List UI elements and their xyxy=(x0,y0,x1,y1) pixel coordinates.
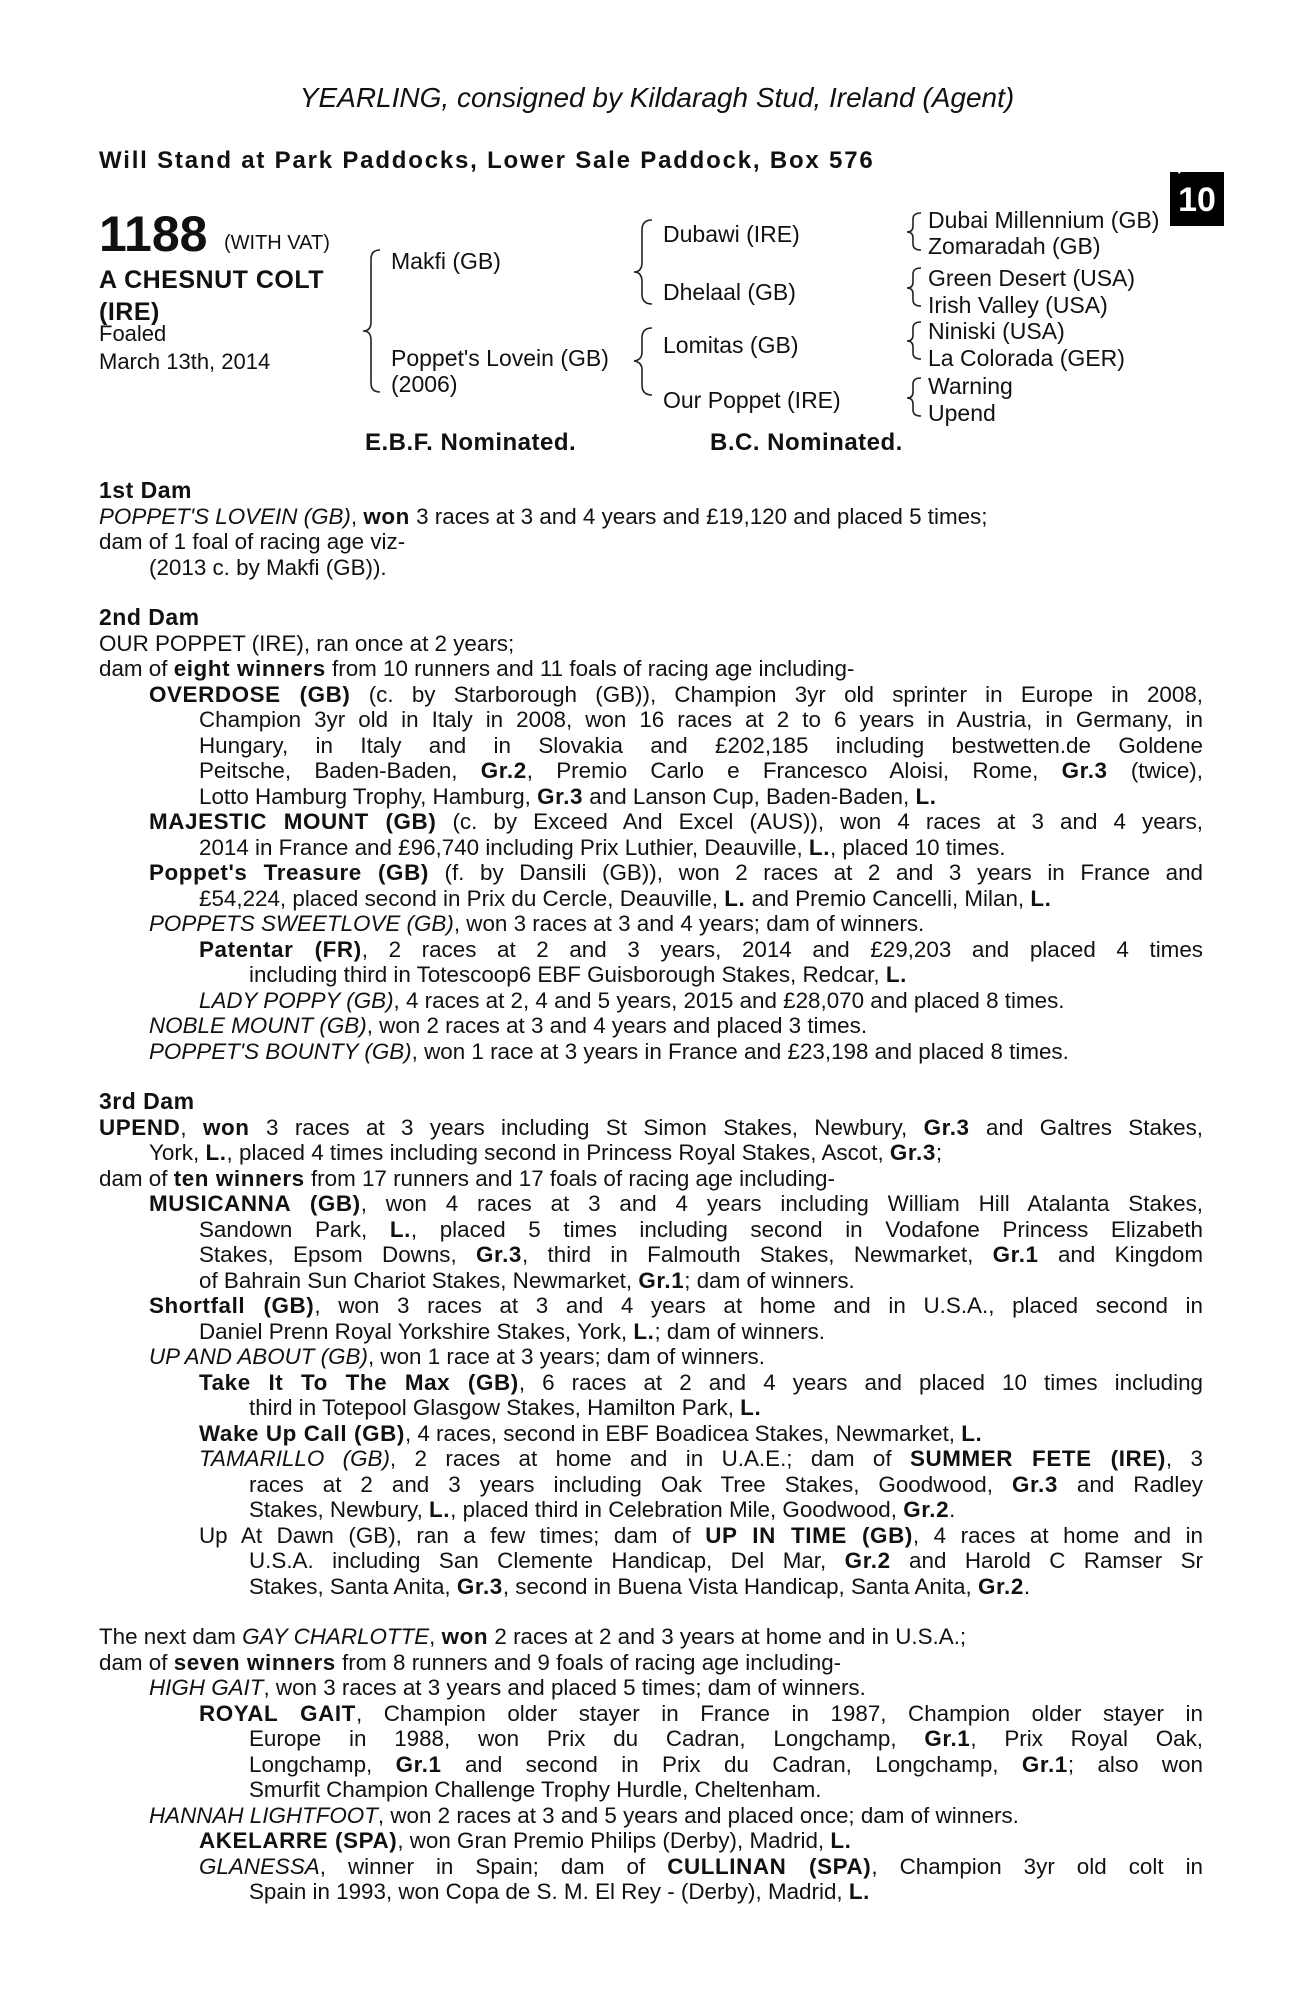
produce-poppets-bounty: POPPET'S BOUNTY (GB), won 1 race at 3 years in France and £23,198 and placed 8 times. xyxy=(149,1038,1069,1064)
produce-overdose: OVERDOSE (GB) (c. by Starborough (GB)), Champion 3yr old sprinter in Europe in 2008, xyxy=(149,681,1203,707)
produce-overdose: Hungary, in Italy and in Slovakia and £202,185 including bestwetten.de Goldene xyxy=(199,732,1203,758)
badge-plus: + xyxy=(1174,159,1185,179)
produce-up-and-about: UP AND ABOUT (GB), won 1 race at 3 years; dam of winners. xyxy=(149,1344,765,1369)
lot-description-line1: A CHESNUT COLT xyxy=(99,266,325,294)
pedigree-dam-dam: Our Poppet (IRE) xyxy=(663,387,841,413)
stand-location: Will Stand at Park Paddocks, Lower Sale Paddock, Box 576 xyxy=(99,147,875,174)
produce-glanessa: Spain in 1993, won Copa de S. M. El Rey - (Derby), Madrid, L. xyxy=(249,1879,870,1904)
third-dam-line: UPEND, won 3 races at 3 years including St Simon Stakes, Newbury, Gr.3 and Galtres Stakes, xyxy=(99,1114,1203,1140)
produce-wake-up-call: Wake Up Call (GB), 4 races, second in EBF Boadicea Stakes, Newmarket, L. xyxy=(199,1420,983,1446)
pedigree-sire-sire: Dubawi (IRE) xyxy=(663,221,800,247)
produce-musicanna: of Bahrain Sun Chariot Stakes, Newmarket, Gr.1; dam of winners. xyxy=(199,1267,855,1293)
produce-akelarre: AKELARRE (SPA), won Gran Premio Philips (Derby), Madrid, L. xyxy=(199,1828,852,1853)
produce-shortfall: Shortfall (GB), won 3 races at 3 and 4 years at home and in U.S.A., placed second in xyxy=(149,1293,1203,1318)
first-dam-line: (2013 c. by Makfi (GB)). xyxy=(149,554,387,580)
pedigree-sire: Makfi (GB) xyxy=(391,248,501,274)
produce-royal-gait: Europe in 1988, won Prix du Cadran, Longchamp, Gr.1, Prix Royal Oak, xyxy=(249,1726,1203,1751)
produce-hannah-lightfoot: HANNAH LIGHTFOOT, won 2 races at 3 and 5 years and placed once; dam of winners. xyxy=(149,1802,1019,1828)
bracket-our-poppet xyxy=(907,378,921,416)
pedigree-ssd: Zomaradah (GB) xyxy=(928,233,1101,259)
pedigree-sds: Green Desert (USA) xyxy=(928,265,1136,291)
produce-tamarillo: Stakes, Newbury, L., placed third in Celebration Mile, Goodwood, Gr.2. xyxy=(249,1497,956,1522)
next-dam-line: dam of seven winners from 8 runners and 9 foals of racing age including- xyxy=(99,1649,842,1675)
foaled-label: Foaled xyxy=(99,321,167,346)
produce-take-it-to-the-max: third in Totepool Glasgow Stakes, Hamilton Park, L. xyxy=(249,1395,762,1420)
produce-tamarillo: TAMARILLO (GB), 2 races at home and in U.A.E.; dam of SUMMER FETE (IRE), 3 xyxy=(199,1446,1203,1471)
bracket-lomitas xyxy=(907,322,921,359)
produce-patentar: including third in Totescoop6 EBF Guisborough Stakes, Redcar, L. xyxy=(249,962,907,987)
pedigree-sdd: Irish Valley (USA) xyxy=(928,292,1108,318)
ebf-nominated: E.B.F. Nominated. xyxy=(365,429,577,456)
first-dam-section xyxy=(99,478,1203,580)
bracket-dhelaal xyxy=(907,268,921,306)
produce-musicanna: MUSICANNA (GB), won 4 races at 3 and 4 years including William Hill Atalanta Stakes, xyxy=(149,1191,1203,1216)
pedigree-dam-year: (2006) xyxy=(391,371,458,397)
produce-poppets-sweetlove: POPPETS SWEETLOVE (GB), won 3 races at 3 and 4 years; dam of winners. xyxy=(149,911,925,936)
third-dam-line: York, L., placed 4 times including second in Princess Royal Stakes, Ascot, Gr.3; xyxy=(149,1140,943,1165)
produce-up-at-dawn: U.S.A. including San Clemente Handicap, Del Mar, Gr.2 and Harold C Ramser Sr xyxy=(249,1548,1204,1573)
next-dam-section xyxy=(99,1624,1203,1905)
produce-musicanna: Sandown Park, L., placed 5 times including second in Vodafone Princess Elizabeth xyxy=(199,1216,1203,1242)
produce-lady-poppy: LADY POPPY (GB), 4 races at 2, 4 and 5 years, 2015 and £28,070 and placed 8 times. xyxy=(199,987,1065,1013)
produce-overdose: Lotto Hamburg Trophy, Hamburg, Gr.3 and Lanson Cup, Baden-Baden, L. xyxy=(199,783,937,809)
pedigree-sire-dam: Dhelaal (GB) xyxy=(663,279,796,305)
third-dam-line: dam of ten winners from 17 runners and 17 foals of racing age including- xyxy=(99,1165,835,1191)
vat-note: (WITH VAT) xyxy=(224,232,330,254)
produce-overdose: Champion 3yr old in Italy in 2008, won 16 races at 2 to 6 years in Austria, in Germany, in xyxy=(199,707,1203,732)
bracket-dubawi xyxy=(907,213,921,250)
produce-poppets-treasure: £54,224, placed second in Prix du Cercle, Deauville, L. and Premio Cancelli, Milan, L. xyxy=(199,885,1052,911)
produce-shortfall: Daniel Prenn Royal Yorkshire Stakes, York, L.; dam of winners. xyxy=(199,1318,825,1344)
produce-up-at-dawn: Up At Dawn (GB), ran a few times; dam of UP IN TIME (GB), 4 races at home and in xyxy=(199,1522,1203,1548)
produce-take-it-to-the-max: Take It To The Max (GB), 6 races at 2 and 4 years and placed 10 times including xyxy=(199,1369,1203,1395)
consignor-heading: YEARLING, consigned by Kildaragh Stud, Ireland (Agent) xyxy=(299,82,1015,113)
produce-overdose: Peitsche, Baden-Baden, Gr.2, Premio Carlo e Francesco Aloisi, Rome, Gr.3 (twice), xyxy=(199,758,1203,783)
second-dam-section xyxy=(99,605,1203,1064)
second-dam-line: OUR POPPET (IRE), ran once at 2 years; xyxy=(99,630,515,656)
second-dam-line: dam of eight winners from 10 runners and 11 foals of racing age including- xyxy=(99,656,855,681)
first-dam-heading: 1st Dam xyxy=(99,477,192,503)
third-dam-heading: 3rd Dam xyxy=(99,1088,195,1114)
produce-majestic-mount: 2014 in France and £96,740 including Prix Luthier, Deauville, L., placed 10 times. xyxy=(199,834,1006,860)
bracket-dam-line xyxy=(634,328,652,395)
badge-number: 10 xyxy=(1178,181,1216,219)
bc-nominated: B.C. Nominated. xyxy=(710,429,903,456)
produce-noble-mount: NOBLE MOUNT (GB), won 2 races at 3 and 4 years and placed 3 times. xyxy=(149,1013,868,1038)
third-dam-section xyxy=(99,1089,1203,1599)
produce-tamarillo: races at 2 and 3 years including Oak Tree Stakes, Goodwood, Gr.3 and Radley xyxy=(249,1471,1203,1497)
pedigree-dsd: La Colorada (GER) xyxy=(928,345,1125,371)
foaled-date: March 13th, 2014 xyxy=(99,349,271,374)
produce-royal-gait: Longchamp, Gr.1 and second in Prix du Cadran, Longchamp, Gr.1; also won xyxy=(249,1751,1203,1777)
produce-royal-gait: ROYAL GAIT, Champion older stayer in France in 1987, Champion older stayer in xyxy=(199,1700,1203,1726)
produce-poppets-treasure: Poppet's Treasure (GB) (f. by Dansili (GB)), won 2 races at 2 and 3 years in France and xyxy=(149,860,1203,885)
pedigree-sss: Dubai Millennium (GB) xyxy=(928,207,1160,233)
produce-patentar: Patentar (FR), 2 races at 2 and 3 years, 2014 and £29,203 and placed 4 times xyxy=(199,936,1203,962)
first-dam-line: POPPET'S LOVEIN (GB), won 3 races at 3 and 4 years and £19,120 and placed 5 times; xyxy=(99,503,988,529)
produce-glanessa: GLANESSA, winner in Spain; dam of CULLINAN (SPA), Champion 3yr old colt in xyxy=(199,1853,1203,1879)
pedigree-dam: Poppet's Lovein (GB) xyxy=(391,345,609,371)
produce-up-at-dawn: Stakes, Santa Anita, Gr.3, second in Buena Vista Handicap, Santa Anita, Gr.2. xyxy=(249,1573,1031,1599)
bracket-sire-line xyxy=(634,220,652,304)
second-dam-heading: 2nd Dam xyxy=(99,604,200,630)
produce-royal-gait: Smurfit Champion Challenge Trophy Hurdle, Cheltenham. xyxy=(249,1777,822,1802)
pedigree-dss: Niniski (USA) xyxy=(928,318,1065,344)
produce-majestic-mount: MAJESTIC MOUNT (GB) (c. by Exceed And Excel (AUS)), won 4 races at 3 and 4 years, xyxy=(149,809,1203,834)
lot-number: 1188 xyxy=(99,206,208,262)
pedigree-ddd: Upend xyxy=(928,400,996,426)
pedigree-dds: Warning xyxy=(928,373,1013,399)
bracket-sire-dam xyxy=(363,250,380,392)
next-dam-line: The next dam GAY CHARLOTTE, won 2 races at 2 and 3 years at home and in U.S.A.; xyxy=(99,1624,967,1649)
lot-description-line2: (IRE) xyxy=(99,298,160,326)
produce-musicanna: Stakes, Epsom Downs, Gr.3, third in Falmouth Stakes, Newmarket, Gr.1 and Kingdom xyxy=(199,1242,1204,1267)
first-dam-line: dam of 1 foal of racing age viz- xyxy=(99,529,406,554)
produce-high-gait: HIGH GAIT, won 3 races at 3 years and placed 5 times; dam of winners. xyxy=(149,1675,866,1700)
pedigree-dam-sire: Lomitas (GB) xyxy=(663,332,799,358)
